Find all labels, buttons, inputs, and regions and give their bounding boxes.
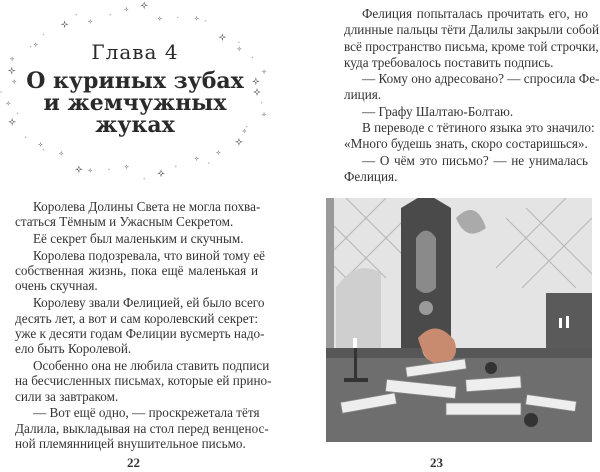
star-icon (235, 138, 243, 146)
right-page (300, 0, 600, 472)
paragraph (15, 405, 269, 451)
chapter-title-line: О куриных зубах (26, 68, 244, 94)
star-icon (216, 150, 221, 155)
text-line: Фелиция. (344, 168, 398, 184)
star-icon (140, 1, 148, 9)
paragraph (344, 6, 600, 71)
paragraph (344, 71, 600, 104)
text-line: В переводе с тётиного языка это значило: (362, 120, 595, 136)
paragraph (15, 231, 258, 246)
chapter-title-line: и жемчужных (43, 90, 227, 116)
text-line: на бесчисленных письмах, которые ей прино- (15, 373, 272, 389)
chapter-title (0, 70, 270, 136)
text-line: очень скучная. (15, 278, 98, 294)
star-icon (194, 16, 199, 21)
star-icon (175, 165, 177, 167)
text-line: десять лет, а вот и сам королевский секрет: (15, 310, 258, 326)
text-line: ело быть Королевой. (15, 341, 132, 357)
page-number: 22 (127, 455, 140, 470)
text-line: уже к десяти годам Фелиции вусмерть надо- (15, 325, 265, 341)
paragraph (344, 153, 588, 186)
star-icon (208, 162, 210, 164)
text-line: Королеву звали Фелицией, ей было всего (33, 295, 265, 311)
paragraph (15, 357, 272, 404)
star-icon (42, 33, 44, 35)
paragraph (15, 295, 265, 357)
star-icon (109, 13, 111, 15)
text-line: Далила, выкладывая на стол перед венценос- (15, 420, 269, 436)
star-icon (194, 156, 199, 161)
star-icon (124, 164, 129, 169)
paragraph (15, 199, 261, 230)
text-line: «Много будешь знать, скоро состаришься». (344, 136, 588, 152)
star-icon (75, 165, 83, 173)
star-icon (59, 151, 64, 156)
star-icon (75, 14, 77, 16)
text-line: — Вот ещё одно, — проскрежетала тётя (33, 405, 260, 421)
text-line: всё пространство письма, кроме той строчки, (344, 38, 599, 54)
star-icon (177, 16, 179, 18)
text-line: Фелиция попыталась прочитать его, но (362, 6, 588, 21)
star-icon (38, 142, 43, 147)
star-icon (42, 149, 44, 151)
chapter-title-line: жуках (95, 112, 175, 138)
chapter-label: Глава 4 (91, 40, 179, 64)
right-page-body (344, 6, 600, 185)
text-line: сили за завтраком. (15, 388, 119, 404)
star-icon (124, 7, 129, 12)
text-line: куда требовалось поставить подпись. (344, 54, 554, 70)
star-icon (24, 136, 26, 138)
queen-at-desk-illustration (326, 198, 592, 442)
star-icon (88, 168, 93, 173)
text-line: длинные пальцы тёти Далилы закрыли собой (344, 22, 600, 38)
text-line: ной племянницей внушительное письмо. (15, 435, 246, 451)
text-line: лиция. (344, 87, 382, 103)
star-icon (204, 20, 206, 22)
text-line: собственная жизнь, пока ещё маленькая и (15, 263, 258, 279)
star-icon (143, 178, 145, 180)
star-icon (157, 169, 165, 177)
text-line: — Кому оно адресовано? — спросила Фе- (362, 71, 600, 87)
paragraph (344, 120, 595, 153)
text-line: Королева подозревала, что виной тому её (33, 247, 265, 263)
star-icon (157, 16, 162, 21)
text-line: Её секрет был маленьким и скучным. (33, 231, 244, 247)
left-page-body (15, 199, 272, 453)
text-line: Особенно она не любила ставить подписи (33, 357, 270, 373)
star-icon (88, 19, 93, 24)
text-line: Королева Долины Света не могла похва- (33, 199, 261, 214)
text-line: статься Тёмным и Ужасным Секретом. (15, 214, 234, 230)
paragraph (344, 104, 588, 120)
star-icon (108, 168, 110, 170)
text-line: — Графу Шалтаю-Болтаю. (362, 103, 514, 119)
chapter-heading (0, 0, 270, 180)
star-icon (61, 20, 69, 28)
paragraph (15, 247, 265, 294)
page-number: 23 (430, 455, 443, 470)
text-line: — О чём это письмо? — не унималась (362, 152, 588, 168)
